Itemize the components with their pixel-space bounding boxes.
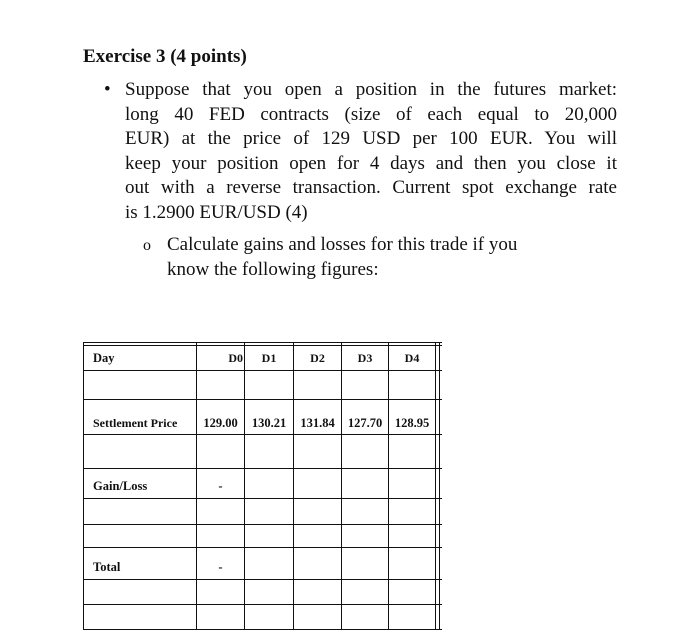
question-line: keep your position open for 4 days and then you close it <box>125 152 617 174</box>
table-col-line <box>341 342 342 630</box>
table-header-d2: D2 <box>310 351 325 365</box>
task-text <box>167 233 577 282</box>
table-border-right-inner <box>435 342 436 630</box>
settlement-price-d3: 127.70 <box>347 416 383 430</box>
settlement-table <box>83 342 442 633</box>
table-header-d3: D3 <box>357 351 373 365</box>
question-line: EUR) at the price of 129 USD per 100 EUR. You will <box>125 128 617 150</box>
table-col-line <box>293 342 294 630</box>
gain-loss-d0: - <box>218 479 223 493</box>
exercise-title: Exercise 3 (4 points) <box>83 46 247 67</box>
task-bullet: o <box>143 237 151 254</box>
settlement-price-d1: 130.21 <box>251 416 287 430</box>
table-header-d1: D1 <box>261 351 277 365</box>
question-line: long 40 FED contracts (size of each equal to 20,000 <box>125 103 617 125</box>
table-header-d4: D4 <box>404 351 420 365</box>
question-line: Suppose that you open a position in the futures market: <box>125 79 617 100</box>
table-border-right <box>439 342 440 630</box>
table-header-day: Day <box>93 351 115 365</box>
question-line: is 1.2900 EUR/USD (4) <box>125 201 308 223</box>
total-d0: - <box>218 560 223 574</box>
task-line: Calculate gains and losses for this trade if you <box>167 234 518 255</box>
question-line: out with a reverse transaction. Current spot exchange rate <box>125 177 617 199</box>
table-header-d0: D0 <box>228 351 243 365</box>
gain-loss-label: Gain/Loss <box>93 479 148 493</box>
table-border-left <box>83 342 84 630</box>
question-text <box>125 78 617 226</box>
settlement-price-d4: 128.95 <box>394 416 430 430</box>
table-col-line <box>244 342 245 630</box>
task-line: know the following figures: <box>167 258 379 280</box>
settlement-price-d0: 129.00 <box>203 416 238 430</box>
settlement-price-label: Settlement Price <box>93 416 178 430</box>
table-col-line <box>388 342 389 630</box>
question-bullet: • <box>104 79 111 100</box>
settlement-price-d2: 131.84 <box>300 416 335 430</box>
total-label: Total <box>93 560 121 574</box>
